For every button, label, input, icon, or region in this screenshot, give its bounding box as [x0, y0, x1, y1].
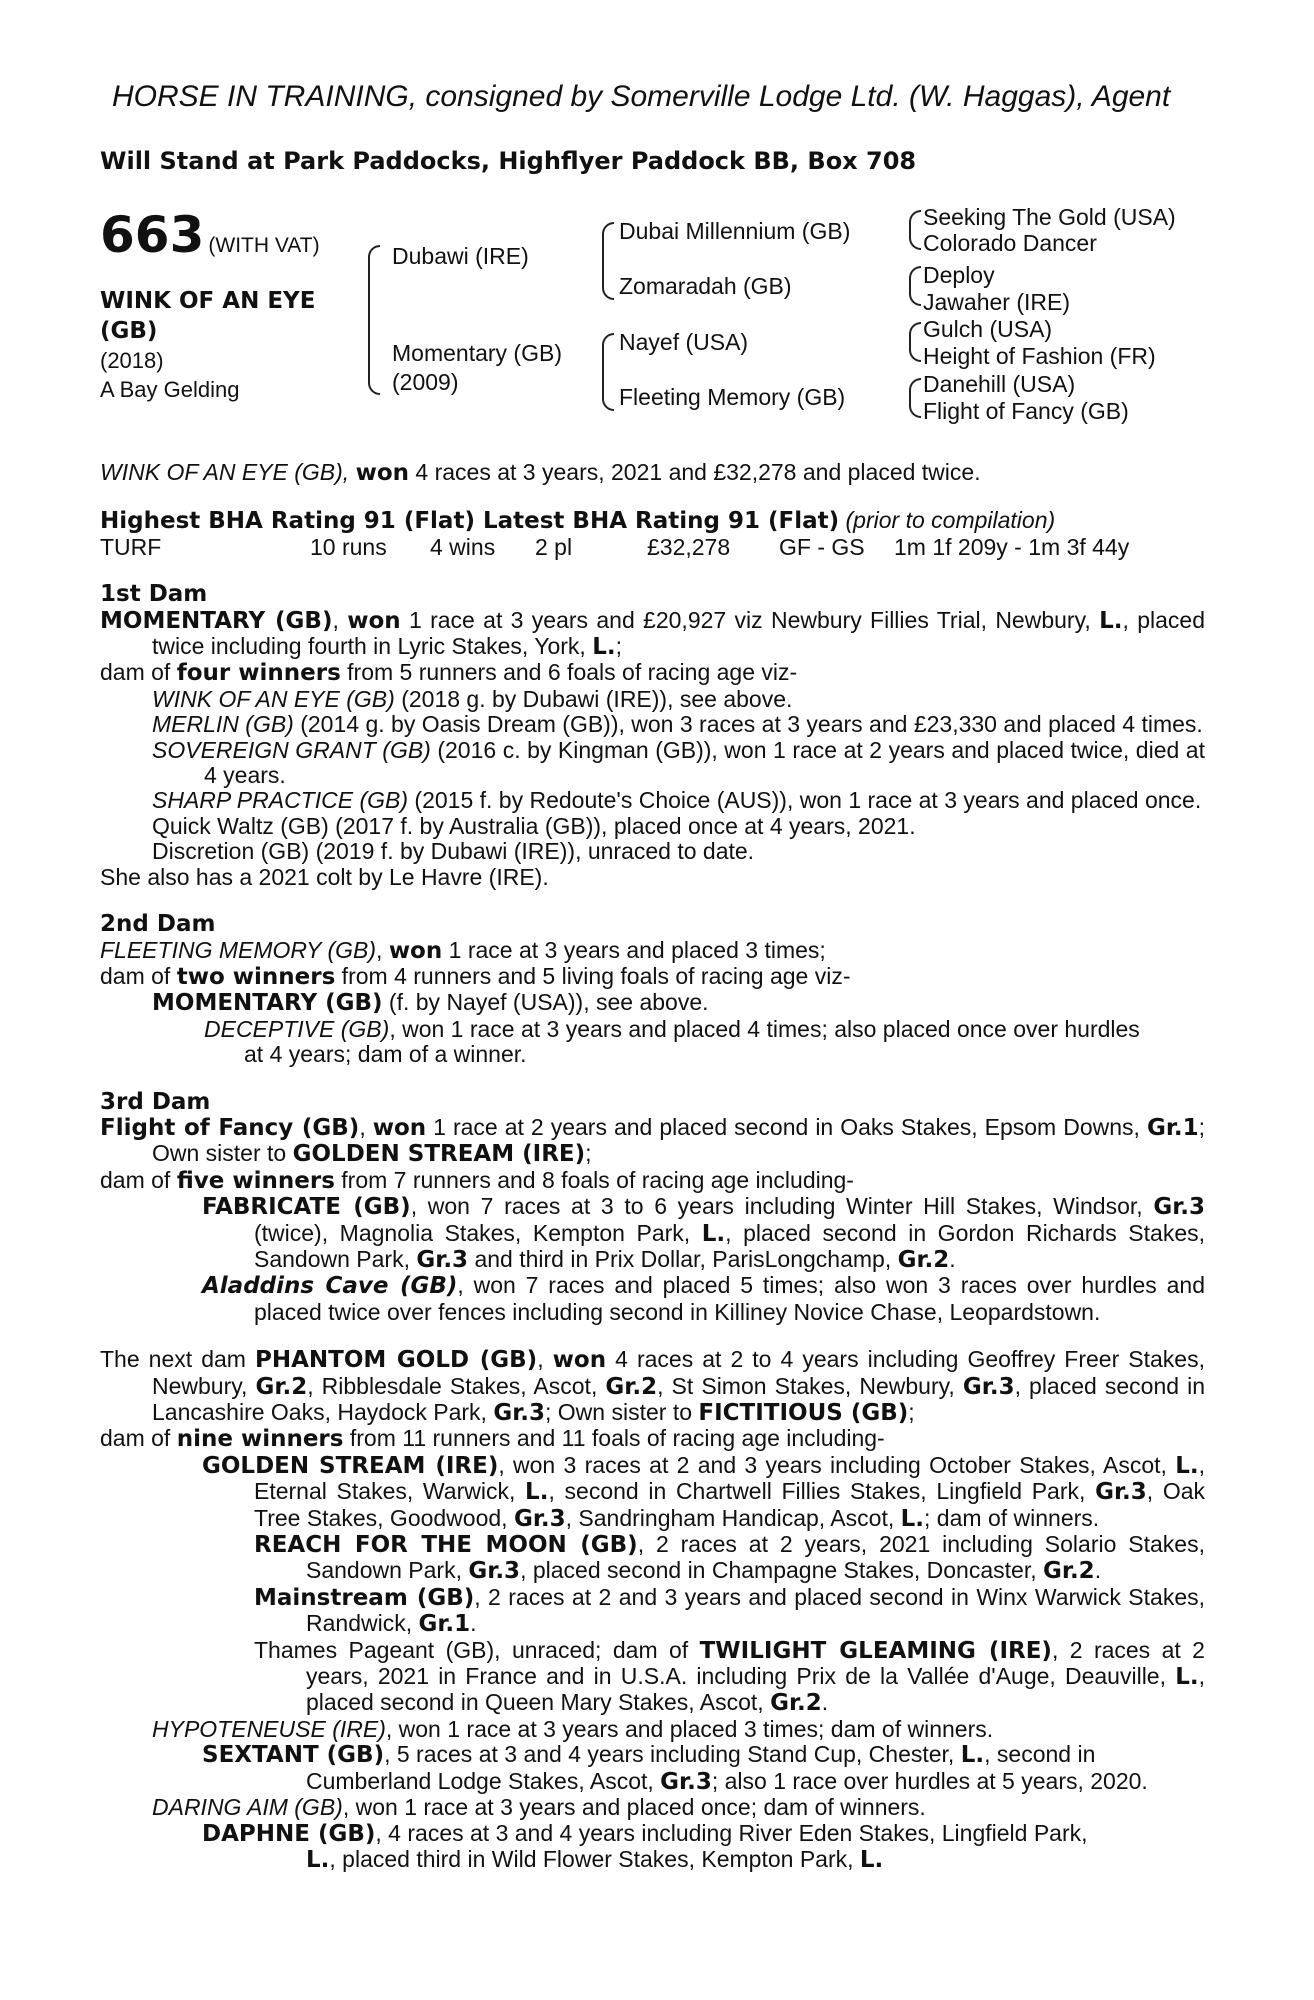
- ped-sire: Dubawi (IRE): [392, 243, 529, 269]
- ped-sire-sire: Dubai Millennium (GB): [619, 218, 851, 244]
- produce-item: GOLDEN STREAM (IRE), won 3 races at 2 and 3 years including October Stakes, Ascot, L., Eternal Stakes, Warwick, L., second in Chartwell Fillies Stakes, Lingfield Park, Gr.3, Oak Tree Stakes, Goodwood, Gr.3, Sandringham Handicap, Ascot, L.; dam of winners.: [202, 1451, 1206, 1532]
- produce-item: REACH FOR THE MOON (GB), 2 races at 2 years, 2021 including Solario Stakes, Sandown Park, Gr.3, placed second in Champagne Stakes, Doncaster, Gr.2.: [254, 1531, 1205, 1585]
- third-dam-produce-intro: dam of five winners from 7 runners and 8 foals of racing age including-: [100, 1166, 854, 1194]
- produce-item: DAPHNE (GB), 4 races at 3 and 4 years including River Eden Stakes, Lingfield Park, L., placed third in Wild Flower Stakes, Kempton Park, L.: [202, 1819, 1088, 1873]
- second-dam-heading: 2nd Dam: [100, 911, 216, 938]
- ped-sire-dam: Zomaradah (GB): [619, 273, 792, 299]
- horse-name: WINK OF AN EYE: [100, 288, 316, 314]
- horse-details: [100, 286, 315, 404]
- third-dam-heading: 3rd Dam: [100, 1088, 211, 1115]
- catalogue-body: [100, 460, 1205, 1873]
- ped-dam-year: (2009): [392, 369, 459, 395]
- next-dam-produce-intro: dam of nine winners from 11 runners and 11 foals of racing age including-: [100, 1425, 885, 1453]
- ped-dam: Momentary (GB): [392, 340, 562, 366]
- first-dam-entry: MOMENTARY (GB), won 1 race at 3 years and £20,927 viz Newbury Fillies Trial, Newbury, L., placed twice including fourth in Lyric Stakes, York, L.;: [100, 606, 1205, 661]
- produce-item: Thames Pageant (GB), unraced; dam of TWILIGHT GLEAMING (IRE), 2 races at 2 years, 2021 in France and in U.S.A. including Prix de la Vallée d'Auge, Deauville, L., placed second in Queen Mary Stakes, Ascot, Gr.2.: [254, 1636, 1205, 1717]
- vat-label: (WITH VAT): [208, 234, 320, 257]
- produce-item: MERLIN (GB) (2014 g. by Oasis Dream (GB)), won 3 races at 3 years and £23,330 and placed 4 times.: [152, 711, 1203, 738]
- brace-g4: [909, 378, 921, 418]
- produce-note: She also has a 2021 colt by Le Havre (IRE).: [100, 863, 549, 890]
- stand-location: Will Stand at Park Paddocks, Highflyer Paddock BB, Box 708: [100, 147, 917, 175]
- ped-sds: Deploy: [923, 262, 995, 288]
- produce-item: WINK OF AN EYE (GB) (2018 g. by Dubawi (IRE)), see above.: [152, 685, 793, 712]
- summary-line: WINK OF AN EYE (GB), won 4 races at 3 years, 2021 and £32,278 and placed twice.: [100, 459, 981, 486]
- brace-sire-parents: [602, 222, 614, 300]
- rating-line: Highest BHA Rating 91 (Flat) Latest BHA Rating 91 (Flat) (prior to compilation): [100, 507, 1056, 535]
- ped-dds: Danehill (USA): [923, 371, 1076, 397]
- produce-item: Aladdins Cave (GB), won 7 races and placed 5 times; also won 3 races over hurdles and placed twice over fences including second in Killiney Novice Chase, Leopardstown.: [202, 1272, 1205, 1325]
- brace-g3: [909, 322, 921, 362]
- produce-item: SEXTANT (GB), 5 races at 3 and 4 years including Stand Cup, Chester, L., second in Cumberland Lodge Stakes, Ascot, Gr.3; also 1 race over hurdles at 5 years, 2020.: [202, 1741, 1148, 1795]
- produce-item: Mainstream (GB), 2 races at 2 and 3 years and placed second in Winx Warwick Stakes, Randwick, Gr.1.: [254, 1583, 1205, 1638]
- ped-dss: Gulch (USA): [923, 316, 1053, 342]
- produce-item: Quick Waltz (GB) (2017 f. by Australia (GB)), placed once at 4 years, 2021.: [152, 812, 916, 839]
- third-dam-entry: Flight of Fancy (GB), won 1 race at 2 years and placed second in Oaks Stakes, Epsom Downs, Gr.1; Own sister to GOLDEN STREAM (IRE);: [100, 1113, 1206, 1168]
- ped-dsd: Height of Fashion (FR): [923, 343, 1156, 369]
- ped-sss: Seeking The Gold (USA): [923, 204, 1176, 230]
- next-dam-entry: The next dam PHANTOM GOLD (GB), won 4 races at 2 to 4 years including Geoffrey Freer Stakes, Newbury, Gr.2, Ribblesdale Stakes, Ascot, Gr.2, St Simon Stakes, Newbury, Gr.3, placed second in Lancashire Oaks, Haydock Park, Gr.3; Own sister to FICTITIOUS (GB);: [100, 1346, 1206, 1426]
- lot-heading: [100, 206, 320, 264]
- produce-item: SOVEREIGN GRANT (GB) (2016 c. by Kingman (GB)), won 1 race at 2 years and placed twice, died at 4 years.: [152, 736, 1205, 789]
- produce-item: DARING AIM (GB), won 1 race at 3 years and placed once; dam of winners.: [152, 1794, 926, 1821]
- produce-item: DECEPTIVE (GB), won 1 race at 3 years and placed 4 times; also placed once over hurdles at 4 years; dam of a winner.: [204, 1015, 1140, 1068]
- brace-sire-dam: [368, 245, 380, 395]
- produce-item: FABRICATE (GB), won 7 races at 3 to 6 years including Winter Hill Stakes, Windsor, Gr.3 (twice), Magnolia Stakes, Kempton Park, L., placed second in Gordon Richards Stakes, Sandown Park, Gr.3 and third in Prix Dollar, ParisLongchamp, Gr.2.: [202, 1193, 1206, 1273]
- racing-record: TURF 10 runs 4 wins 2 pl £32,278 GF - GS 1m 1f 209y - 1m 3f 44y: [100, 533, 1130, 560]
- produce-item: Discretion (GB) (2019 f. by Dubawi (IRE)), unraced to date.: [152, 838, 755, 865]
- second-dam-entry: FLEETING MEMORY (GB), won 1 race at 3 years and placed 3 times;: [100, 936, 826, 964]
- first-dam-produce-intro: dam of four winners from 5 runners and 6 foals of racing age viz-: [100, 659, 798, 687]
- produce-item: SHARP PRACTICE (GB) (2015 f. by Redoute's Choice (AUS)), won 1 race at 3 years and placed once.: [152, 787, 1202, 814]
- ped-sdd: Jawaher (IRE): [923, 289, 1070, 315]
- lot-number: 663: [100, 206, 205, 264]
- ped-ddd: Flight of Fancy (GB): [923, 398, 1129, 424]
- brace-dam-parents: [602, 333, 614, 411]
- consignor-title: HORSE IN TRAINING, consigned by Somerville Lodge Ltd. (W. Haggas), Agent: [112, 80, 1171, 113]
- ped-ssd: Colorado Dancer: [923, 230, 1097, 256]
- horse-year: (2018): [100, 348, 164, 373]
- ped-dam-dam: Fleeting Memory (GB): [619, 384, 846, 410]
- horse-description: A Bay Gelding: [100, 377, 240, 402]
- second-dam-produce-intro: dam of two winners from 4 runners and 5 living foals of racing age viz-: [100, 962, 851, 990]
- produce-item: HYPOTENEUSE (IRE), won 1 race at 3 years and placed 3 times; dam of winners.: [152, 1715, 994, 1742]
- brace-g1: [909, 210, 921, 250]
- ped-dam-sire: Nayef (USA): [619, 329, 749, 355]
- brace-g2: [909, 266, 921, 306]
- horse-country: (GB): [100, 318, 158, 344]
- produce-item: MOMENTARY (GB) (f. by Nayef (USA)), see above.: [152, 989, 709, 1017]
- first-dam-heading: 1st Dam: [100, 581, 208, 608]
